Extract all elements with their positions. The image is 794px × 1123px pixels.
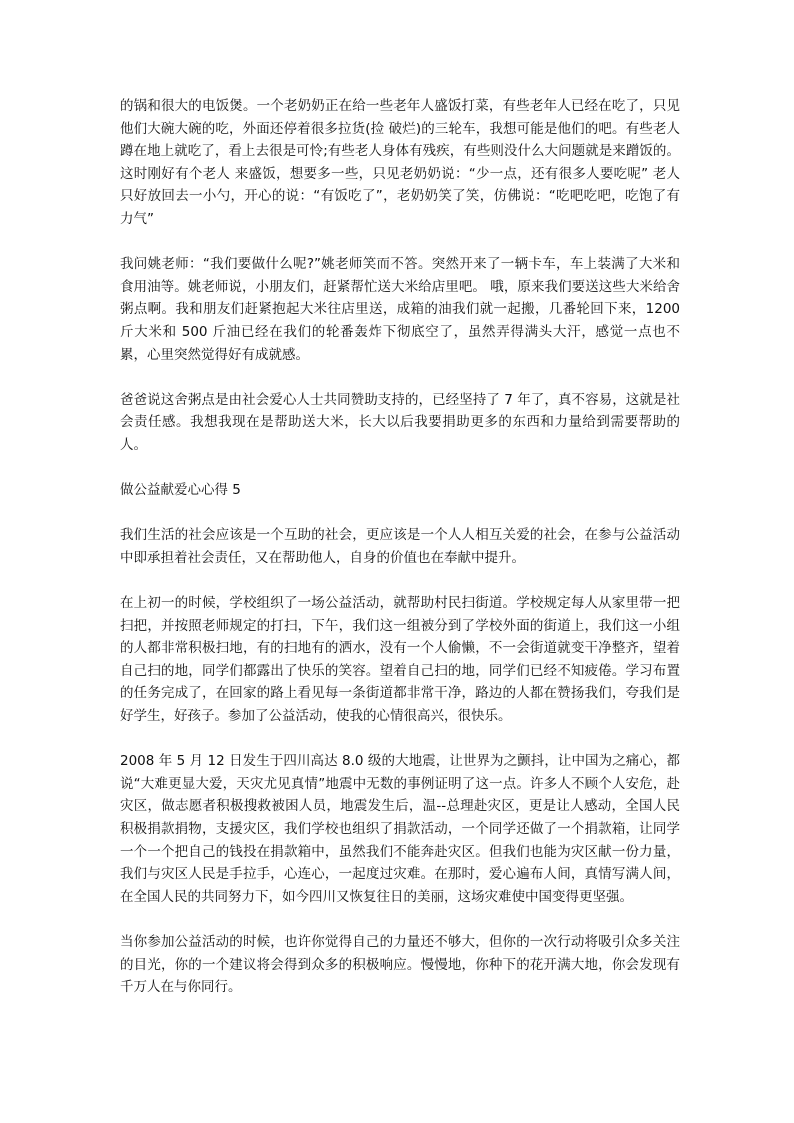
paragraph-street-cleaning: 在上初一的时候，学校组织了一场公益活动，就帮助村民扫街道。学校规定每人从家里带一把扫把，并按照老师规定的打扫，下午，我们这一组被分到了学校外面的街道上，我们这一小组的人都非常积极扫地，有的扫地有的洒水，没有一个人偷懒，不一会街道就变干净整齐，望着自己扫的地，同学们都露出了快乐的笑容。望着自己扫的地，同学们已经不知疲倦。学习布置的任务完成了，在回家的路上看见每一条街道都非常干净，路边的人都在赞扬我们，夸我们是好学生，好孩子。参加了公益活动，使我的心情很高兴，很快乐。 xyxy=(120,595,680,725)
paragraph-rice-cooker: 的锅和很大的电饭煲。一个老奶奶正在给一些老年人盛饭打菜，有些老年人已经在吃了，只见他们大碗大碗的吃，外面还停着很多拉货(捡 破烂)的三轮车，我想可能是他们的吧。有些老人蹲在地上就吃了，看上去很是可怜;有些老人身体有残疾，有些则没什么大问题就是来蹭饭的。这时刚好有个老人 来盛饭，想要多一些，只见老奶奶说：“少一点，还有很多人要吃呢” 老人只好放回去一小勺，开心的说：“有饭吃了”，老奶奶笑了笑，仿佛说：“吃吧吃吧，吃饱了有力气” xyxy=(120,98,680,227)
paragraph-conclusion: 当你参加公益活动的时候，也许你觉得自己的力量还不够大，但你的一次行动将吸引众多关注的目光，你的一个建议将会得到众多的积极响应。慢慢地，你种下的花开满大地，你会发现有千万人在与你同行。 xyxy=(120,933,680,996)
paragraph-social-responsibility: 爸爸说这舍粥点是由社会爱心人士共同赞助支持的，已经坚持了 7 年了，真不容易，这就是社会责任感。我想我现在是帮助送大米，长大以后我要捐助更多的东西和力量给到需要帮助的人。 xyxy=(120,391,680,453)
paragraph-earthquake: 2008 年 5 月 12 日发生于四川高达 8.0 级的大地震，让世界为之颤抖，让中国为之痛心，都说“大难更显大爱，天灾尤见真情”地震中无数的事例证明了这一点。许多人不顾个人安危，赴灾区，做志愿者积极搜救被困人员，地震发生后，温--总理赴灾区，更是让人感动，全国人民积极捐款捐物，支援灾区，我们学校也组织了捐款活动，一个同学还做了一个捐款箱，让同学一个一个把自己的钱投在捐款箱中，虽然我们不能奔赴灾区。但我们也能为灾区献一份力量，我们与灾区人民是手拉手，心连心，一起度过灾难。在那时，爱心遍布人间，真情写满人间，在全国人民的共同努力下，如今四川又恢复往日的美丽，这场灾难使中国变得更坚强。 xyxy=(120,753,680,905)
document-page xyxy=(120,95,680,1021)
paragraph-teacher-yao: 我问姚老师：“我们要做什么呢?”姚老师笑而不答。突然开来了一辆卡车，车上装满了大米和食用油等。姚老师说，小朋友们，赶紧帮忙送大米给店里吧。 哦，原来我们要送这些大米给舍粥点啊。我和朋友们赶紧抱起大米往店里送，成箱的油我们就一起搬，几番轮回下来，1200 斤大米和 500 斤油已经在我们的轮番轰炸下彻底空了，虽然弄得满头大汗，感觉一点也不累，心里突然觉得好有成就感。 xyxy=(120,256,680,363)
paragraph-mutual-help: 我们生活的社会应该是一个互助的社会，更应该是一个人人相互关爱的社会，在参与公益活动中即承担着社会责任，又在帮助他人，自身的价值也在奉献中提升。 xyxy=(120,527,680,566)
section-heading: 做公益献爱心心得 5 xyxy=(120,482,241,499)
